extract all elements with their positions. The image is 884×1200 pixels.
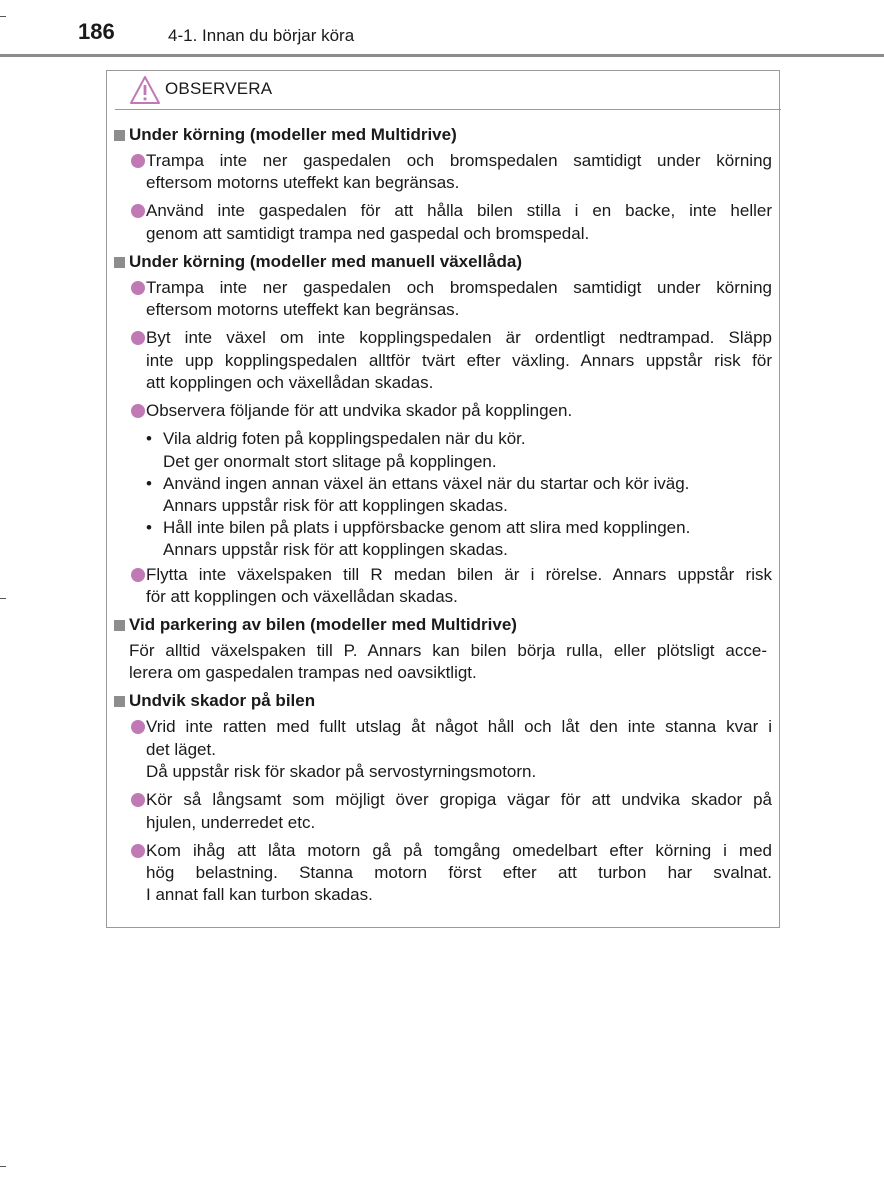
item-text-line: Annars uppstår risk för att kopplingen skadas. <box>163 496 508 515</box>
item-text-line: Kör så långsamt som möjligt över gropiga vägar för att undvika skador på <box>146 790 772 809</box>
item-text-line: hjulen, underredet etc. <box>146 813 316 832</box>
item-text-line: Använd ingen annan växel än ettans växel när du startar och kör iväg. <box>163 474 690 493</box>
bullet-dot-icon <box>131 281 145 295</box>
bullet-dot-icon <box>131 154 145 168</box>
item-text-line: hög belastning. Stanna motorn först efter att turbon har svalnat. <box>146 863 772 882</box>
bullet-dot-icon <box>131 404 145 418</box>
item-text-line: Trampa inte ner gaspedalen och bromspedalen samtidigt under körning <box>146 278 772 297</box>
item-text-line: Kom ihåg att låta motorn gå på tomgång omedelbart efter körning i med <box>146 841 772 860</box>
bullet-icon: • <box>146 429 152 448</box>
item-text-line: Trampa inte ner gaspedalen och bromspedalen samtidigt under körning <box>146 151 772 170</box>
item-text-line: I annat fall kan turbon skadas. <box>146 885 373 904</box>
warning-header <box>115 71 781 110</box>
warning-label: OBSERVERA <box>165 79 273 98</box>
item-text-line: Observera följande för att undvika skador på kopplingen. <box>146 401 573 420</box>
bullet-dot-icon <box>131 331 145 345</box>
item-text-line: Vila aldrig foten på kopplingspedalen när du kör. <box>163 429 526 448</box>
section-heading: Undvik skador på bilen <box>129 691 316 710</box>
bullet-icon: • <box>146 518 152 537</box>
page-number: 186 <box>78 19 115 44</box>
item-text-line: för att kopplingen och växellådan skadas. <box>146 587 458 606</box>
item-text-line: att kopplingen och växellådan skadas. <box>146 373 434 392</box>
section-square-icon <box>114 257 125 268</box>
crop-mark <box>0 1166 6 1167</box>
bullet-dot-icon <box>131 204 145 218</box>
section-heading: Under körning (modeller med Multidrive) <box>129 125 457 144</box>
item-text-line: genom att samtidigt trampa ned gaspedal och bromspedal. <box>146 224 590 243</box>
item-text-line: det läget. <box>146 740 216 759</box>
section-square-icon <box>114 620 125 631</box>
crop-mark <box>0 598 6 599</box>
bullet-icon: • <box>146 474 152 493</box>
section-heading: Under körning (modeller med manuell växellåda) <box>129 252 522 271</box>
bullet-dot-icon <box>131 568 145 582</box>
item-text-line: inte upp kopplingspedalen alltför tvärt efter växling. Annars uppstår risk för <box>146 351 772 370</box>
section-heading: Vid parkering av bilen (modeller med Multidrive) <box>129 615 517 634</box>
item-text-line: Då uppstår risk för skador på servostyrningsmotorn. <box>146 762 537 781</box>
section-square-icon <box>114 696 125 707</box>
bullet-dot-icon <box>131 844 145 858</box>
section-square-icon <box>114 130 125 141</box>
warning-triangle-icon <box>129 75 161 105</box>
chapter-title: 4-1. Innan du börjar köra <box>168 26 355 45</box>
item-text-line: Använd inte gaspedalen för att hålla bilen stilla i en backe, inte heller <box>146 201 772 220</box>
paragraph-line: lerera om gaspedalen trampas ned oavsiktligt. <box>129 663 477 682</box>
item-text-line: eftersom motorns uteffekt kan begränsas. <box>146 300 460 319</box>
paragraph-line: För alltid växelspaken till P. Annars kan bilen börja rulla, eller plötsligt acce- <box>129 641 767 660</box>
item-text-line: eftersom motorns uteffekt kan begränsas. <box>146 173 460 192</box>
header-rule <box>0 54 884 57</box>
item-text-line: Håll inte bilen på plats i uppförsbacke genom att slira med kopplingen. <box>163 518 691 537</box>
bullet-dot-icon <box>131 720 145 734</box>
item-text-line: Det ger onormalt stort slitage på kopplingen. <box>163 452 497 471</box>
item-text-line: Annars uppstår risk för att kopplingen skadas. <box>163 540 508 559</box>
bullet-dot-icon <box>131 793 145 807</box>
item-text-line: Byt inte växel om inte kopplingspedalen är ordentligt nedtrampad. Släpp <box>146 328 772 347</box>
item-text-line: Flytta inte växelspaken till R medan bilen är i rörelse. Annars uppstår risk <box>146 565 772 584</box>
item-text-line: Vrid inte ratten med fullt utslag åt något håll och låt den inte stanna kvar i <box>146 717 772 736</box>
crop-mark <box>0 16 6 17</box>
page-header <box>0 0 884 60</box>
